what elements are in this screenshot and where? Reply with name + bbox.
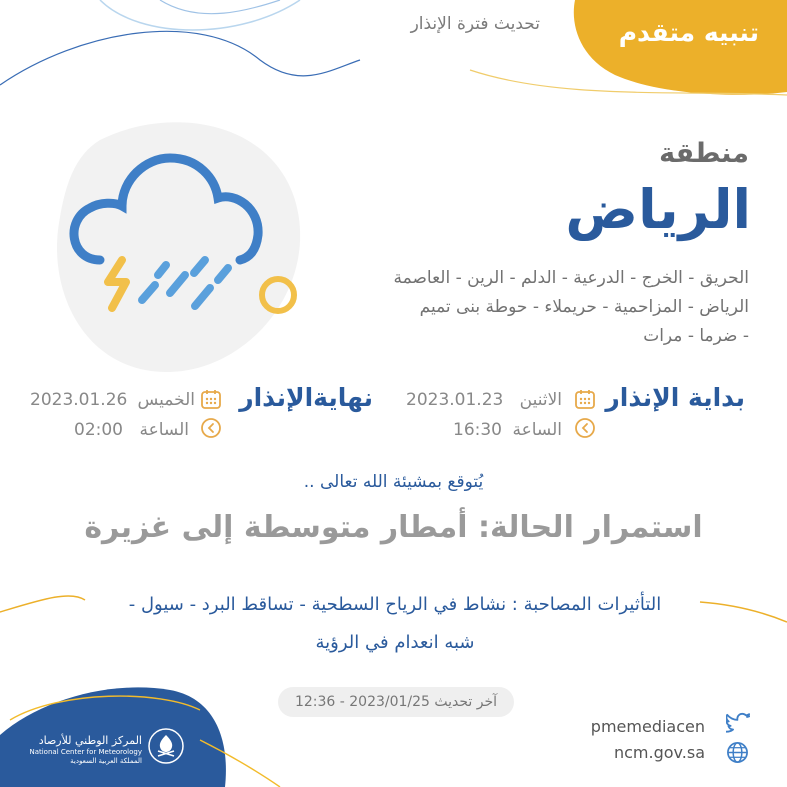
ncm-emblem-icon bbox=[147, 727, 185, 765]
update-period-label: تحديث فترة الإنذار bbox=[410, 14, 540, 34]
start-title: بداية الإنذار bbox=[605, 383, 745, 412]
alert-type-badge: تنبيه متقدم bbox=[618, 18, 759, 47]
end-title: نهايةالإنذار bbox=[239, 383, 373, 412]
governorates-list bbox=[369, 264, 749, 351]
website-link[interactable]: ncm.gov.sa bbox=[613, 743, 705, 762]
governorates-line: - ضرما - مرات bbox=[643, 326, 749, 346]
start-day: الاثنين bbox=[519, 390, 562, 410]
end-day: الخميس bbox=[137, 390, 195, 410]
last-update-badge: آخر تحديث 2023/01/25 - 12:36 bbox=[278, 687, 514, 717]
forecast-effects bbox=[90, 586, 700, 662]
calendar-icon bbox=[200, 388, 222, 410]
badge-shape bbox=[574, 0, 787, 95]
end-time-label: الساعة bbox=[139, 420, 189, 440]
start-time: 16:30 bbox=[453, 420, 502, 440]
governorates-line: الحريق - الخرج - الدرعية - الدلم - الرين - العاصمة bbox=[393, 268, 749, 288]
org-name-en: National Center for Meteorology bbox=[29, 748, 142, 756]
org-name-ar: المركز الوطني للأرصاد bbox=[38, 734, 142, 747]
twitter-icon[interactable] bbox=[726, 712, 750, 734]
forecast-condition: استمرار الحالة: أمطار متوسطة إلى غزيرة bbox=[84, 510, 703, 545]
start-date: 2023.01.23 bbox=[406, 390, 504, 410]
end-date: 2023.01.26 bbox=[30, 390, 128, 410]
forecast-intro: يُتوقع بمشيئة الله تعالى .. bbox=[303, 472, 484, 492]
globe-icon[interactable] bbox=[726, 741, 749, 764]
region-label: منطقة bbox=[659, 138, 749, 169]
cloud-rain-lightning-icon bbox=[60, 150, 310, 330]
chevron-circle-icon bbox=[200, 417, 222, 439]
governorates-line: الرياض - المزاحمية - حريملاء - حوطة بنى تميم bbox=[419, 297, 749, 317]
calendar-icon bbox=[574, 388, 596, 410]
end-time: 02:00 bbox=[74, 420, 123, 440]
region-name: الرياض bbox=[565, 178, 751, 241]
twitter-handle-link[interactable]: pmemediacen bbox=[590, 717, 705, 736]
chevron-circle-icon bbox=[574, 417, 596, 439]
effects-line: التأثيرات المصاحبة : نشاط في الرياح السطحية - تساقط البرد - سيول - bbox=[128, 594, 662, 615]
org-country-ar: المملكة العربية السعودية bbox=[70, 757, 142, 765]
effects-line: شبه انعدام في الرؤية bbox=[315, 632, 475, 653]
start-time-label: الساعة bbox=[512, 420, 562, 440]
